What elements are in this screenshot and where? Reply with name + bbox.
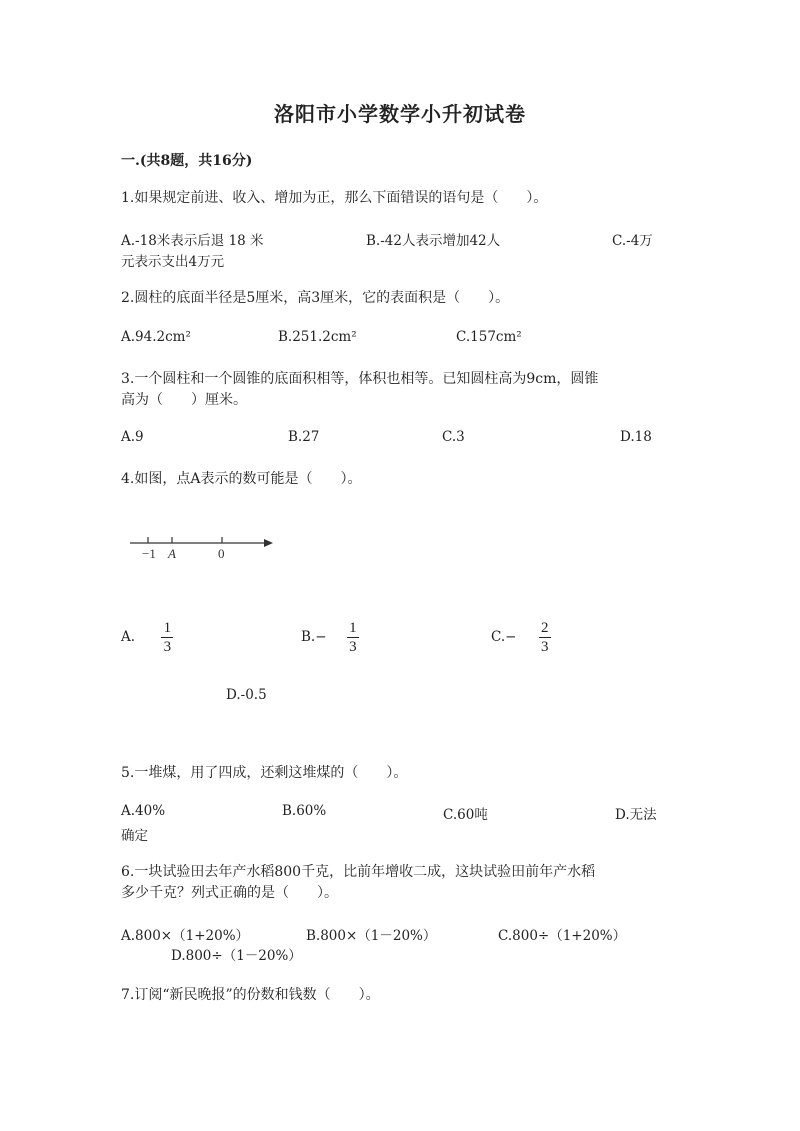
label-zero: 0: [218, 546, 225, 561]
page-title: 洛阳市小学数学小升初试卷: [274, 102, 526, 126]
q6-option-d[interactable]: D.800÷（1－20%）: [171, 948, 302, 964]
q5-option-c[interactable]: C.60吨: [443, 807, 488, 823]
q1-option-b[interactable]: B.-42人表示增加42人: [366, 233, 501, 249]
question-7-text: 7.订阅“新民晚报”的份数和钱数（ ）。: [121, 987, 380, 1003]
numerator: 1: [349, 620, 357, 636]
q4-option-c-prefix: C.−: [491, 629, 517, 645]
fraction-two-thirds: [539, 620, 551, 655]
fraction-bar: [161, 637, 173, 638]
q1-option-a[interactable]: A.-18米表示后退 18 米: [121, 233, 264, 249]
numerator: 1: [163, 620, 172, 636]
q6-option-a[interactable]: A.800×（1+20%）: [121, 928, 250, 944]
fraction-one-third: [161, 620, 173, 655]
numerator: 2: [541, 620, 549, 636]
q5-option-a[interactable]: A.40%: [121, 803, 166, 819]
label-a: A: [168, 546, 176, 561]
q4-option-d[interactable]: D.-0.5: [226, 687, 267, 703]
q5-option-d-continued: 确定: [121, 828, 148, 844]
q3-option-c[interactable]: C.3: [442, 429, 465, 445]
q2-option-c[interactable]: C.157cm²: [456, 329, 522, 345]
fraction-bar: [347, 637, 359, 638]
number-line-figure: [128, 525, 278, 565]
q6-option-c[interactable]: C.800÷（1+20%）: [498, 928, 627, 944]
denominator: 3: [541, 639, 549, 655]
q4-option-a-prefix: A.: [121, 629, 136, 645]
question-5-text: 5.一堆煤，用了四成，还剩这堆煤的（ ）。: [121, 765, 408, 781]
denominator: 3: [349, 639, 357, 655]
q1-option-c[interactable]: C.-4万: [612, 233, 653, 249]
q5-option-b[interactable]: B.60%: [282, 803, 327, 819]
fraction-bar: [539, 637, 551, 638]
question-3-line-2: 高为（ ）厘米。: [121, 392, 247, 408]
question-1-text: 1.如果规定前进、收入、增加为正，那么下面错误的语句是（ ）。: [121, 190, 548, 206]
label-neg1: −1: [142, 546, 156, 561]
q2-option-b[interactable]: B.251.2cm²: [278, 329, 357, 345]
q1-option-c-continued: 元表示支出4万元: [121, 254, 225, 270]
q3-option-b[interactable]: B.27: [288, 429, 320, 445]
q4-option-c[interactable]: [491, 620, 551, 655]
question-6-line-2: 多少千克？列式正确的是（ ）。: [121, 885, 338, 901]
question-2-text: 2.圆柱的底面半径是5厘米，高3厘米，它的表面积是（ ）。: [121, 290, 510, 306]
question-3-line-1: 3.一个圆柱和一个圆锥的底面积相等，体积也相等。已知圆柱高为9cm，圆锥: [121, 371, 599, 387]
q4-option-a[interactable]: [121, 620, 173, 655]
q6-option-b[interactable]: B.800×（1－20%）: [306, 928, 437, 944]
section-heading: 一.(共8题，共16分): [121, 153, 253, 169]
q5-option-d[interactable]: D.无法: [615, 807, 657, 823]
denominator: 3: [163, 639, 172, 655]
q2-option-a[interactable]: A.94.2cm²: [121, 329, 191, 345]
question-4-text: 4.如图，点A表示的数可能是（ ）。: [121, 471, 362, 487]
q3-option-d[interactable]: D.18: [620, 429, 652, 445]
number-line-arrow: [264, 539, 273, 547]
q3-option-a[interactable]: A.9: [121, 429, 144, 445]
q4-option-b[interactable]: [301, 620, 359, 655]
fraction-one-third: [347, 620, 359, 655]
q4-option-b-prefix: B.−: [301, 629, 327, 645]
question-6-line-1: 6.一块试验田去年产水稻800千克，比前年增收二成，这块试验田前年产水稻: [121, 864, 596, 880]
